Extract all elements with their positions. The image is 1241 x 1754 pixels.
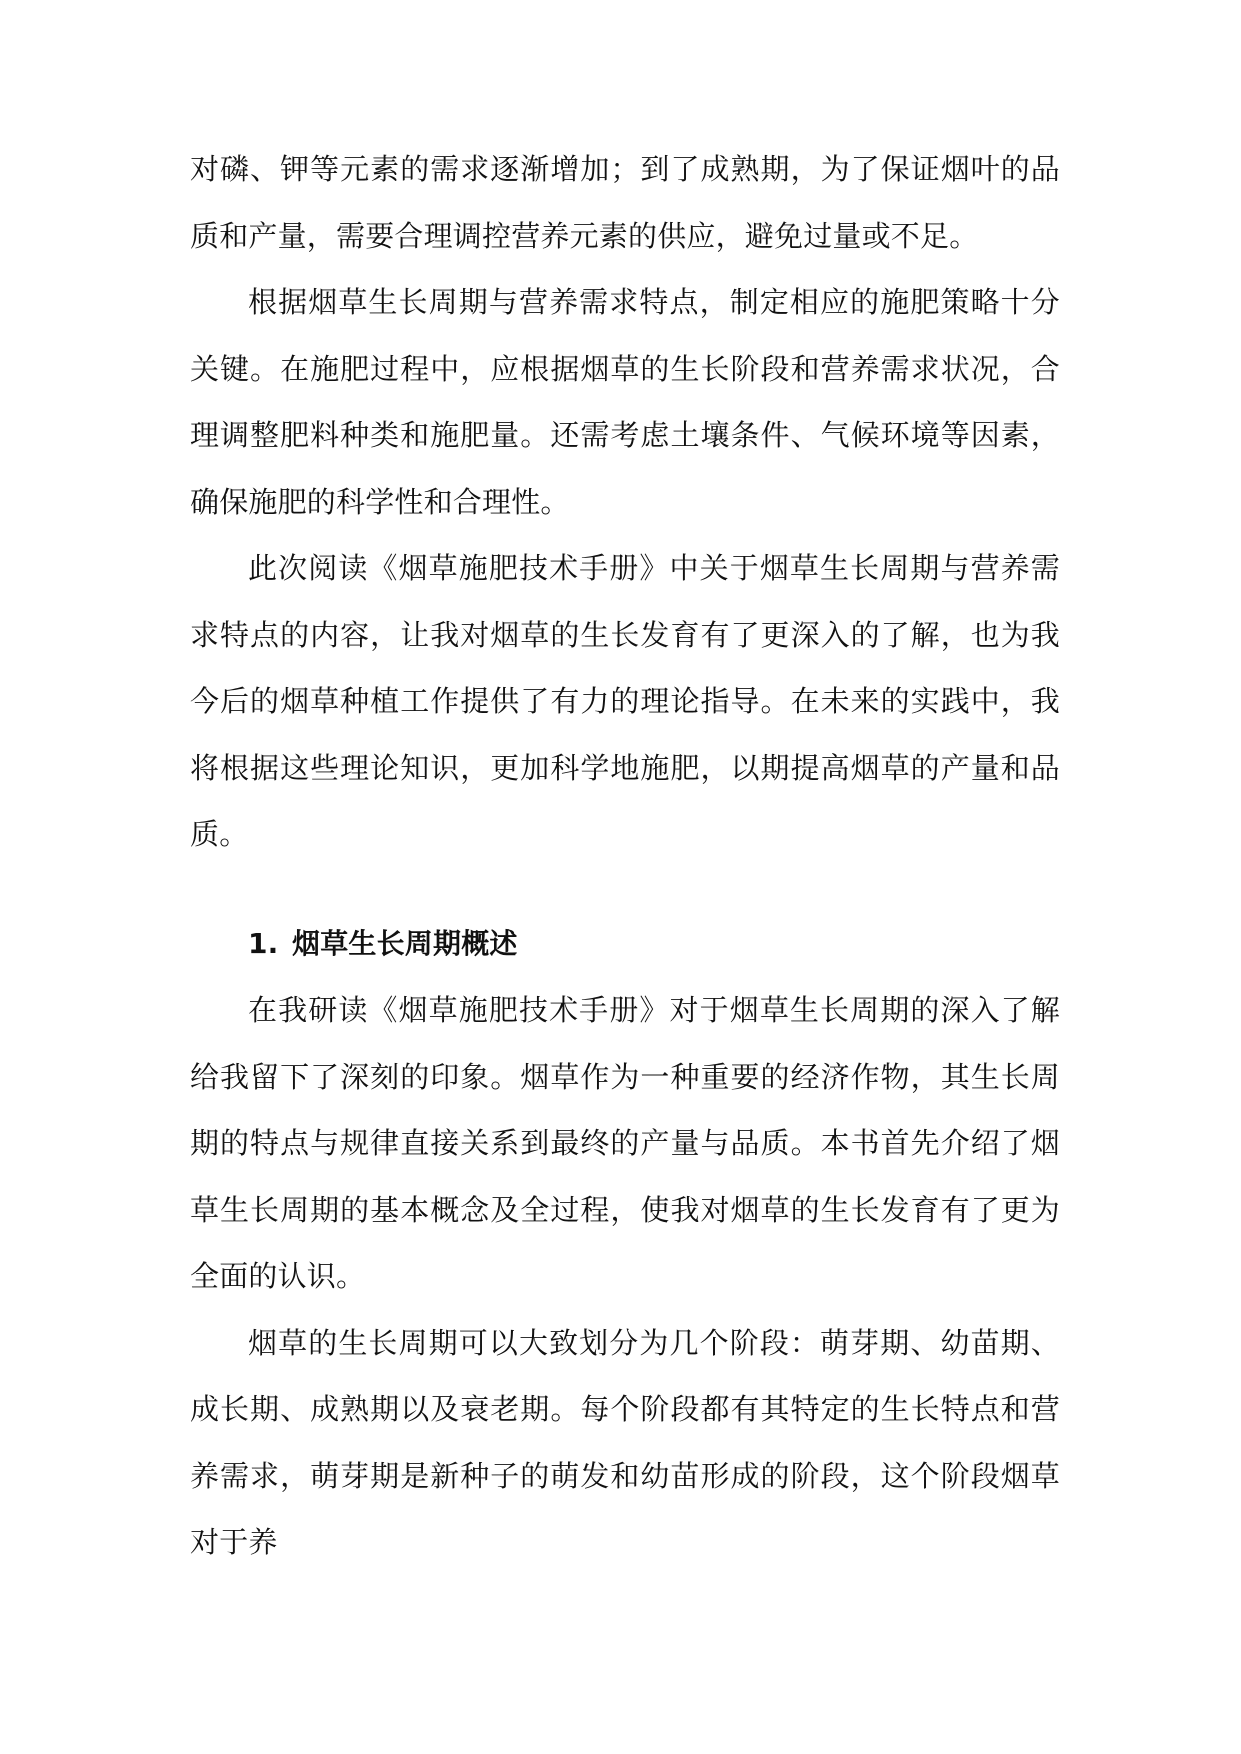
paragraph-growth-stages: 烟草的生长周期可以大致划分为几个阶段：萌芽期、幼苗期、成长期、成熟期以及衰老期。每个阶段都有其特定的生长特点和营养需求，萌芽期是新种子的萌发和幼苗形成的阶段，这个阶段烟草对于养 [190,1325,1060,1559]
paragraph-fertilization-strategy: 根据烟草生长周期与营养需求特点，制定相应的施肥策略十分关键。在施肥过程中，应根据烟草的生长阶段和营养需求状况，合理调整肥料种类和施肥量。还需考虑土壤条件、气候环境等因素，确保施肥的科学性和合理性。 [190,285,1060,519]
paragraph-growth-cycle-intro: 在我研读《烟草施肥技术手册》对于烟草生长周期的深入了解给我留下了深刻的印象。烟草作为一种重要的经济作物，其生长周期的特点与规律直接关系到最终的产量与品质。本书首先介绍了烟草生长周期的基本概念及全过程，使我对烟草的生长发育有了更为全面的认识。 [190,993,1060,1293]
section-number: 1. [248,926,279,960]
document-body [190,136,1060,1576]
section-title: 烟草生长周期概述 [292,926,518,960]
paragraph-continuation: 对磷、钾等元素的需求逐渐增加；到了成熟期，为了保证烟叶的品质和产量，需要合理调控营养元素的供应，避免过量或不足。 [190,152,1060,253]
section-heading [190,911,1060,978]
paragraph-reading-reflection: 此次阅读《烟草施肥技术手册》中关于烟草生长周期与营养需求特点的内容，让我对烟草的生长发育有了更深入的了解，也为我今后的烟草种植工作提供了有力的理论指导。在未来的实践中，我将根据这些理论知识，更加科学地施肥，以期提高烟草的产量和品质。 [190,551,1060,851]
